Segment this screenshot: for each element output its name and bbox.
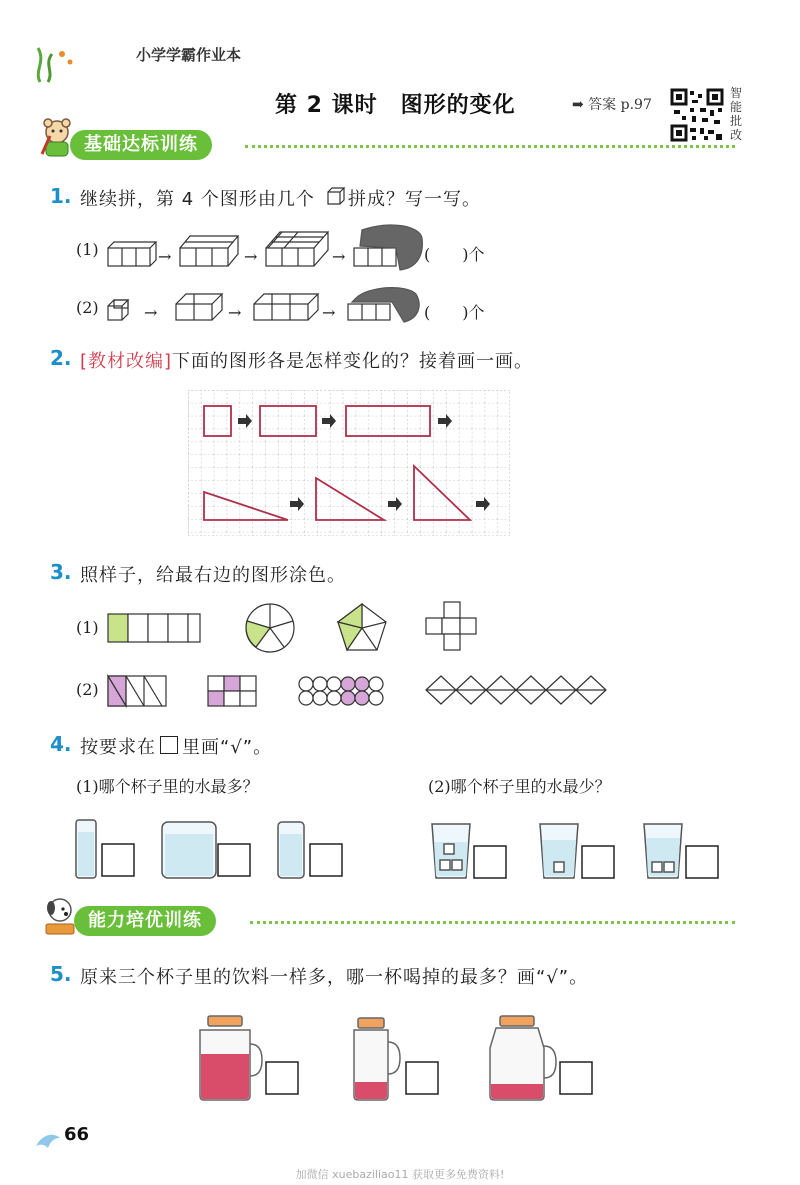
glass-ice-2 [540, 824, 578, 878]
footer-note: 加微信 xuebaziliao11 获取更多免费资料! [295, 1168, 505, 1181]
jar-narrow [354, 1018, 400, 1100]
jar-wide [200, 1016, 262, 1100]
q1-text-tail: 拼成？写一写。 [348, 189, 481, 210]
q1-arrow: → [158, 247, 172, 266]
small-cube-icon [326, 186, 346, 206]
qr-code-icon[interactable] [670, 88, 724, 142]
answer-box[interactable] [310, 844, 342, 876]
q4-sub1: (1)哪个杯子里的水最多？ [76, 777, 259, 796]
dolphin-icon [34, 1128, 62, 1150]
answer-box[interactable] [266, 1062, 298, 1094]
side-label: 智 能 批 改 [729, 86, 742, 142]
glass-ice-1 [432, 824, 470, 878]
q3-diamond-chain [426, 676, 606, 704]
q1-row1-fig2 [180, 236, 238, 266]
dog-mascot-icon [42, 896, 78, 940]
q3-grid-3x2 [208, 676, 256, 706]
cup-medium [278, 822, 304, 878]
q1-number: 1. [50, 184, 72, 208]
bear-mascot-icon [40, 118, 74, 158]
q1-row1-fig1 [108, 242, 156, 266]
glass-ice-3 [644, 824, 682, 878]
q3-text: 照样子，给最右边的图形涂色。 [80, 565, 346, 586]
q1-part1-label: (1) [76, 240, 99, 259]
answer-box[interactable] [474, 846, 506, 878]
section-divider [250, 921, 735, 924]
q1-answer-blank-1[interactable]: ( )个 [424, 245, 485, 264]
q3-circle [246, 604, 294, 652]
q3-pentagon [338, 604, 386, 650]
answer-box[interactable] [406, 1062, 438, 1094]
q3-diagonal-bar [108, 676, 166, 706]
page-number: 66 [64, 1124, 90, 1145]
q4-text: 按要求在 [80, 737, 156, 758]
q1-row2-fig2 [176, 294, 222, 320]
q3-part1-label: (1) [76, 618, 99, 637]
section-basic-banner: 基础达标训练 [70, 130, 212, 160]
q5-number: 5. [50, 962, 72, 986]
q3-figures [100, 600, 620, 710]
q4-cups [70, 812, 730, 884]
q1-arrow: → [228, 303, 242, 322]
q2-grid-figure [188, 390, 510, 536]
q4-text-tail: 里画“√”。 [182, 737, 273, 758]
q4-inline-box [160, 736, 178, 754]
q1-arrow: → [332, 247, 346, 266]
q1-row1-fig4 [354, 225, 422, 270]
answer-box[interactable] [686, 846, 718, 878]
q1-answer-blank-2[interactable]: ( )个 [424, 303, 485, 322]
q5-jars [190, 1012, 610, 1102]
q3-part2-label: (2) [76, 680, 99, 699]
q1-row2-fig4 [348, 288, 419, 322]
answer-box[interactable] [218, 844, 250, 876]
answer-box[interactable] [560, 1062, 592, 1094]
q1-row1-fig3 [266, 232, 328, 266]
answer-reference: ➡ 答案 p.97 [572, 97, 652, 113]
cup-wide [162, 822, 216, 878]
q2-text: 下面的图形各是怎样变化的？接着画一画。 [172, 351, 534, 372]
q1-arrow: → [144, 303, 158, 322]
q1-text: 继续拼，第 4 个图形由几个 [80, 189, 315, 210]
q1-arrow: → [244, 247, 258, 266]
q1-part2-label: (2) [76, 298, 99, 317]
q1-row2-fig1 [108, 300, 128, 320]
jar-tall [490, 1016, 556, 1100]
cup-tall-narrow [76, 820, 96, 878]
q3-bar-1 [108, 614, 200, 642]
q4-sub2: (2)哪个杯子里的水最少？ [428, 777, 611, 796]
lesson-title: 第 2 课时 图形的变化 [275, 93, 516, 118]
q1-arrow: → [322, 303, 336, 322]
q4-number: 4. [50, 732, 72, 756]
answer-box[interactable] [102, 844, 134, 876]
book-title: 小学学霸作业本 [136, 46, 242, 64]
q2-number: 2. [50, 346, 72, 370]
q3-cross-net [426, 602, 476, 650]
seaweed-logo-icon [28, 40, 78, 84]
q3-circle-grid [299, 677, 383, 705]
q3-number: 3. [50, 560, 72, 584]
q2-tag-and-text [80, 347, 533, 373]
section-divider [245, 145, 735, 148]
q5-text: 原来三个杯子里的饮料一样多，哪一杯喝掉的最多？画“√”。 [80, 967, 589, 988]
section-advanced-banner: 能力培优训练 [74, 906, 216, 936]
q2-tag: [教材改编] [80, 351, 173, 372]
answer-box[interactable] [582, 846, 614, 878]
q1-row2-fig3 [254, 294, 318, 320]
